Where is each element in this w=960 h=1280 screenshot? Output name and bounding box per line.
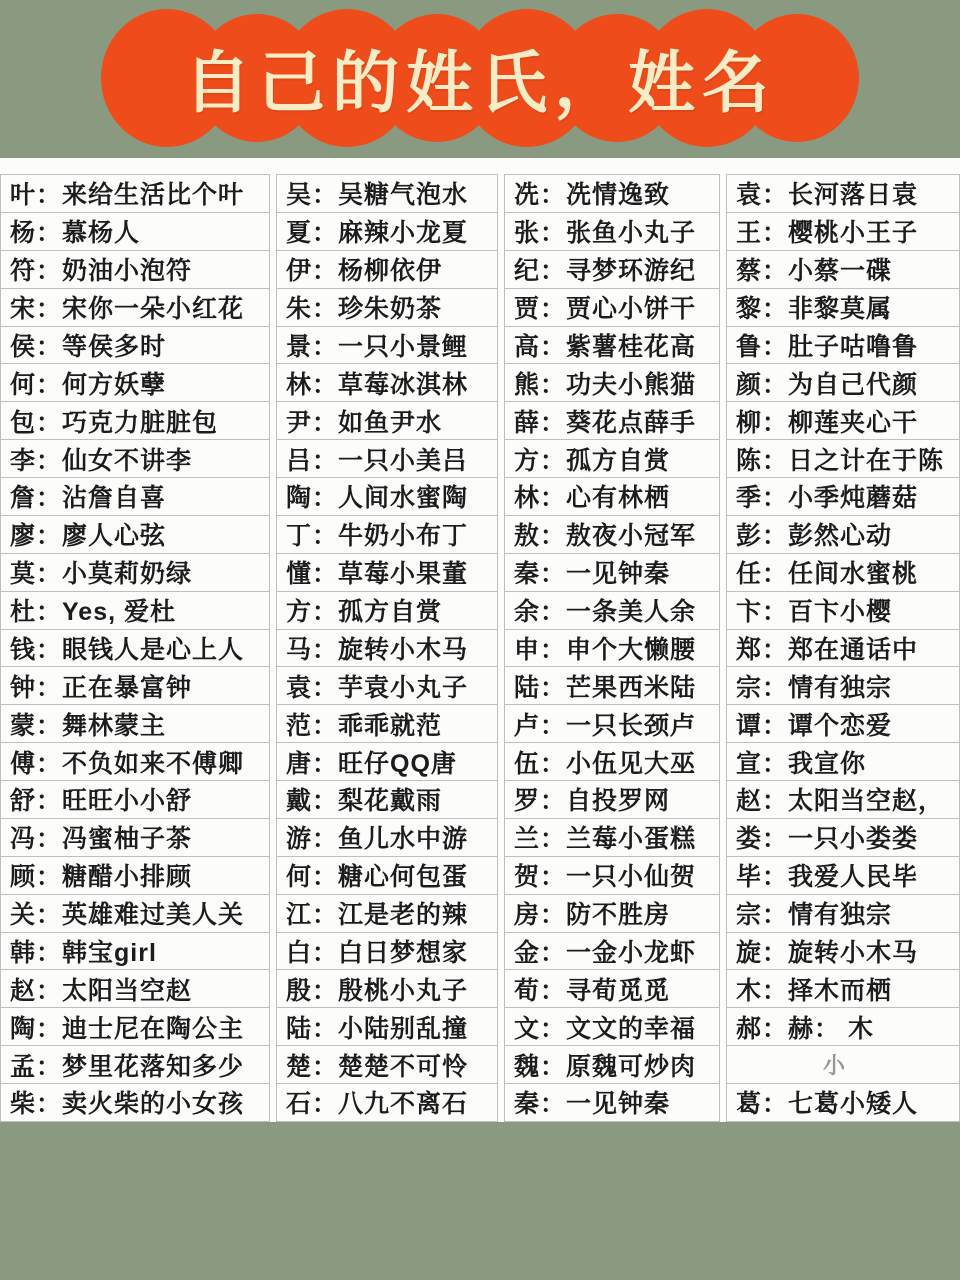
table-cell: 吴：吴糖气泡水 <box>277 175 497 213</box>
table-cell: 敖：敖夜小冠军 <box>505 516 719 554</box>
table-cell: 旋：旋转小木马 <box>727 933 959 971</box>
table-cell: 范：乖乖就范 <box>277 705 497 743</box>
table-cell: 罗：自投罗网 <box>505 781 719 819</box>
table-cell: 纪：寻梦环游纪 <box>505 251 719 289</box>
surname-nickname-table <box>0 158 960 1122</box>
table-cell: 廖：廖人心弦 <box>1 516 269 554</box>
table-cell: 赵：太阳当空赵 <box>1 970 269 1008</box>
table-cell: 宣：我宣你 <box>727 743 959 781</box>
table-cell: 江：江是老的辣 <box>277 895 497 933</box>
table-cell: 游：鱼儿水中游 <box>277 819 497 857</box>
table-cell: 马：旋转小木马 <box>277 630 497 668</box>
title-banner <box>85 8 875 148</box>
table-cell: 柴：卖火柴的小女孩 <box>1 1084 269 1122</box>
table-cell: 伍：小伍见大巫 <box>505 743 719 781</box>
table-cell: 熊：功夫小熊猫 <box>505 364 719 402</box>
table-cell: 杨：慕杨人 <box>1 213 269 251</box>
table-cell: 莫：小莫莉奶绿 <box>1 554 269 592</box>
table-cell: 白：白日梦想家 <box>277 933 497 971</box>
table-cell: 娄：一只小娄娄 <box>727 819 959 857</box>
table-cell: 陆：芒果西米陆 <box>505 667 719 705</box>
table-cell: 蒙：舞林蒙主 <box>1 705 269 743</box>
table-cell: 薛：葵花点薛手 <box>505 402 719 440</box>
table-cell: 钱：眼钱人是心上人 <box>1 630 269 668</box>
table-cell: 李：仙女不讲李 <box>1 440 269 478</box>
table-cell: 黎：非黎莫属 <box>727 289 959 327</box>
table-cell: 孟：梦里花落知多少 <box>1 1046 269 1084</box>
table-cell: 符：奶油小泡符 <box>1 251 269 289</box>
table-cell: 懂：草莓小果董 <box>277 554 497 592</box>
table-cell: 钟：正在暴富钟 <box>1 667 269 705</box>
table-cell: 文：文文的幸福 <box>505 1008 719 1046</box>
table-cell: 何：何方妖孽 <box>1 364 269 402</box>
table-cell: 卞：百卞小樱 <box>727 592 959 630</box>
table-cell: 葛：七葛小矮人 <box>727 1084 959 1122</box>
table-columns <box>0 174 960 1122</box>
table-cell: 郝：赫： 木 <box>727 1008 959 1046</box>
table-cell: 毕：我爱人民毕 <box>727 857 959 895</box>
table-cell: 鲁：肚子咕噜鲁 <box>727 327 959 365</box>
table-cell: 韩：韩宝girl <box>1 933 269 971</box>
table-column <box>276 174 498 1122</box>
table-column <box>504 174 720 1122</box>
table-cell: 魏：原魏可炒肉 <box>505 1046 719 1084</box>
table-cell: 冯：冯蜜柚子茶 <box>1 819 269 857</box>
table-cell: 吕：一只小美吕 <box>277 440 497 478</box>
table-cell: 袁：长河落日袁 <box>727 175 959 213</box>
table-cell: 谭：谭个恋爱 <box>727 705 959 743</box>
table-cell: 包：巧克力脏脏包 <box>1 402 269 440</box>
table-cell: 夏：麻辣小龙夏 <box>277 213 497 251</box>
table-column <box>0 174 270 1122</box>
table-cell: 秦：一见钟秦 <box>505 1084 719 1122</box>
table-cell: 季：小季炖蘑菇 <box>727 478 959 516</box>
table-cell: 伊：杨柳依伊 <box>277 251 497 289</box>
table-cell: 楚：楚楚不可怜 <box>277 1046 497 1084</box>
table-cell: 顾：糖醋小排顾 <box>1 857 269 895</box>
table-cell: 关：英雄难过美人关 <box>1 895 269 933</box>
table-cell: 贺：一只小仙贺 <box>505 857 719 895</box>
table-cell: 宗：情有独宗 <box>727 895 959 933</box>
table-cell: 陶：人间水蜜陶 <box>277 478 497 516</box>
table-cell: 尹：如鱼尹水 <box>277 402 497 440</box>
table-cell: 陶：迪士尼在陶公主 <box>1 1008 269 1046</box>
table-cell: 袁：芋袁小丸子 <box>277 667 497 705</box>
table-cell: 卢：一只长颈卢 <box>505 705 719 743</box>
table-cell: 申：申个大懒腰 <box>505 630 719 668</box>
table-cell: 荀：寻荀觅觅 <box>505 970 719 1008</box>
table-cell: 方：孤方自赏 <box>505 440 719 478</box>
table-cell: 宗：情有独宗 <box>727 667 959 705</box>
table-cell: 侯：等侯多时 <box>1 327 269 365</box>
table-cell: 王：樱桃小王子 <box>727 213 959 251</box>
table-cell: 彭：彭然心动 <box>727 516 959 554</box>
table-cell: 小 <box>727 1046 959 1084</box>
table-cell: 陈：日之计在于陈 <box>727 440 959 478</box>
table-cell: 房：防不胜房 <box>505 895 719 933</box>
table-cell: 冼：冼情逸致 <box>505 175 719 213</box>
page-title: 自己的姓氏，姓名 <box>184 46 776 121</box>
table-cell: 殷：殷桃小丸子 <box>277 970 497 1008</box>
table-cell: 丁：牛奶小布丁 <box>277 516 497 554</box>
table-cell: 郑：郑在通话中 <box>727 630 959 668</box>
table-cell: 贾：贾心小饼干 <box>505 289 719 327</box>
table-cell: 唐：旺仔QQ唐 <box>277 743 497 781</box>
table-cell: 宋：宋你一朵小红花 <box>1 289 269 327</box>
table-cell: 傅：不负如来不傅卿 <box>1 743 269 781</box>
table-cell: 戴：梨花戴雨 <box>277 781 497 819</box>
table-cell: 何：糖心何包蛋 <box>277 857 497 895</box>
table-cell: 詹：沾詹自喜 <box>1 478 269 516</box>
table-cell: 秦：一见钟秦 <box>505 554 719 592</box>
table-cell: 张：张鱼小丸子 <box>505 213 719 251</box>
table-cell: 景：一只小景鲤 <box>277 327 497 365</box>
table-cell: 方：孤方自赏 <box>277 592 497 630</box>
table-cell: 任：任间水蜜桃 <box>727 554 959 592</box>
table-cell: 颜：为自己代颜 <box>727 364 959 402</box>
table-cell: 蔡：小蔡一碟 <box>727 251 959 289</box>
table-cell: 杜：Yes, 爱杜 <box>1 592 269 630</box>
table-cell: 陆：小陆别乱撞 <box>277 1008 497 1046</box>
table-cell: 石：八九不离石 <box>277 1084 497 1122</box>
table-cell: 朱：珍朱奶茶 <box>277 289 497 327</box>
table-cell: 兰：兰莓小蛋糕 <box>505 819 719 857</box>
table-cell: 林：草莓冰淇林 <box>277 364 497 402</box>
table-cell: 木：择木而栖 <box>727 970 959 1008</box>
table-cell: 舒：旺旺小小舒 <box>1 781 269 819</box>
table-top-strip <box>0 158 960 174</box>
table-cell: 柳：柳莲夹心干 <box>727 402 959 440</box>
table-cell: 余：一条美人余 <box>505 592 719 630</box>
table-cell: 高：紫薯桂花高 <box>505 327 719 365</box>
table-cell: 林：心有林栖 <box>505 478 719 516</box>
table-column <box>726 174 960 1122</box>
table-cell: 金：一金小龙虾 <box>505 933 719 971</box>
table-cell: 叶：来给生活比个叶 <box>1 175 269 213</box>
table-cell: 赵：太阳当空赵， <box>727 781 959 819</box>
